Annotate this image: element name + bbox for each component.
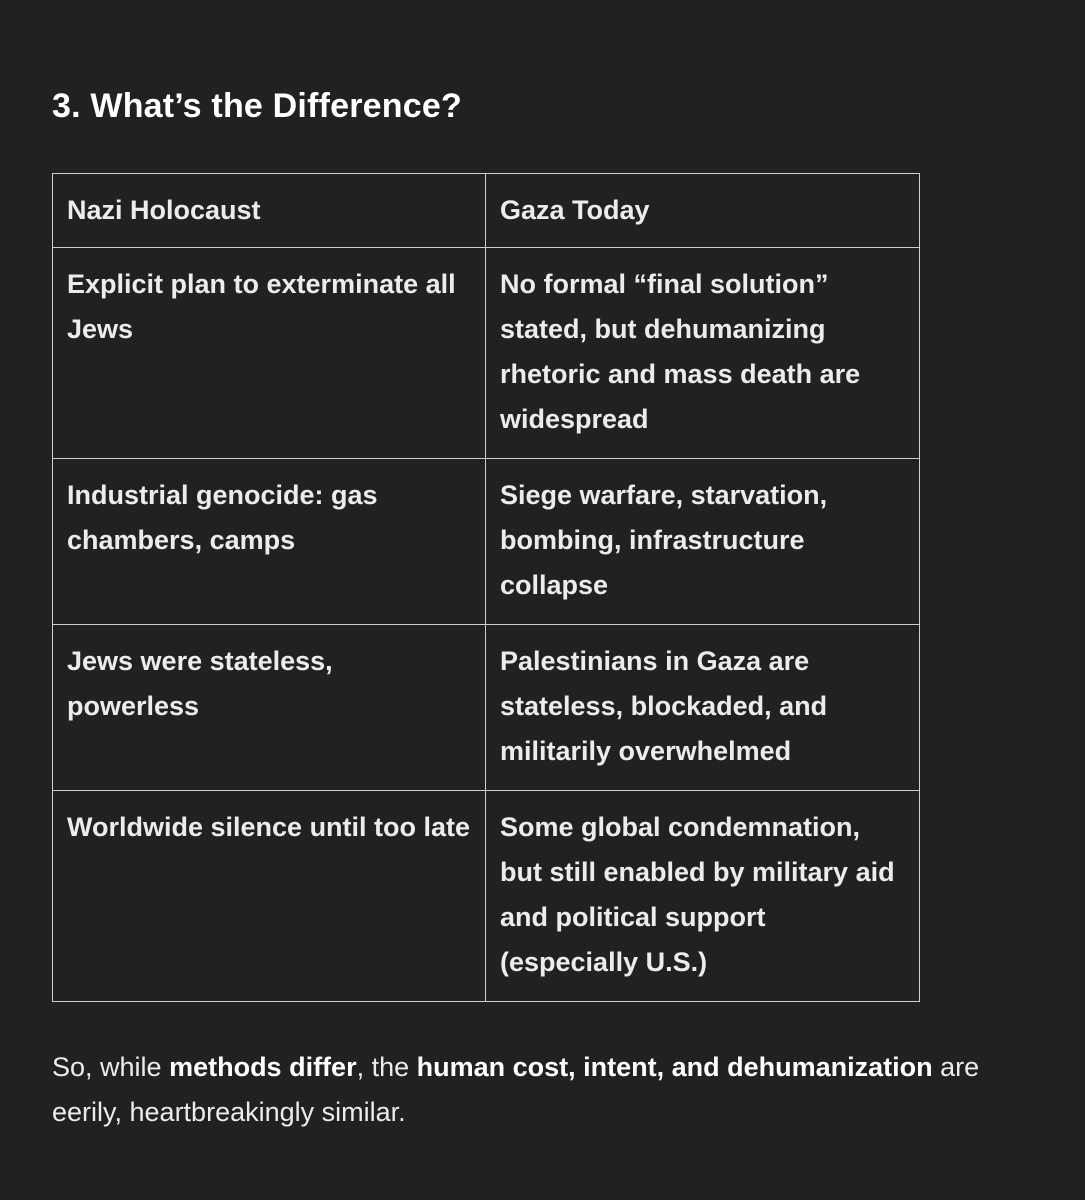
conclusion-text: So, while xyxy=(52,1052,170,1082)
table-cell: No formal “final solution” stated, but dehumanizing rhetoric and mass death are widespread xyxy=(486,248,920,459)
section-heading: 3. What’s the Difference? xyxy=(52,87,462,125)
table-cell: Jews were stateless, powerless xyxy=(53,625,486,791)
response-content xyxy=(52,80,1032,1135)
comparison-table xyxy=(52,173,920,1002)
column-header: Nazi Holocaust xyxy=(53,174,486,248)
table-cell: Some global condemnation, but still enabled by military aid and political support (especially U.S.) xyxy=(486,791,920,1002)
conclusion-text: , the xyxy=(356,1052,417,1082)
conclusion-paragraph xyxy=(52,1045,1032,1135)
table-row xyxy=(53,248,920,459)
table-row xyxy=(53,459,920,625)
conclusion-text: are eerily, heartbreakingly similar. xyxy=(52,1052,980,1127)
table-cell: Siege warfare, starvation, bombing, infrastructure collapse xyxy=(486,459,920,625)
table-cell: Explicit plan to exterminate all Jews xyxy=(53,248,486,459)
table-row xyxy=(53,791,920,1002)
table-row xyxy=(53,625,920,791)
column-header: Gaza Today xyxy=(486,174,920,248)
conclusion-emphasis: methods differ xyxy=(169,1052,357,1082)
conclusion-emphasis: human cost, intent, and dehumanization xyxy=(416,1052,933,1082)
table-cell: Worldwide silence until too late xyxy=(53,791,486,1002)
table-cell: Palestinians in Gaza are stateless, blockaded, and militarily overwhelmed xyxy=(486,625,920,791)
table-header-row xyxy=(53,174,920,248)
table-cell: Industrial genocide: gas chambers, camps xyxy=(53,459,486,625)
